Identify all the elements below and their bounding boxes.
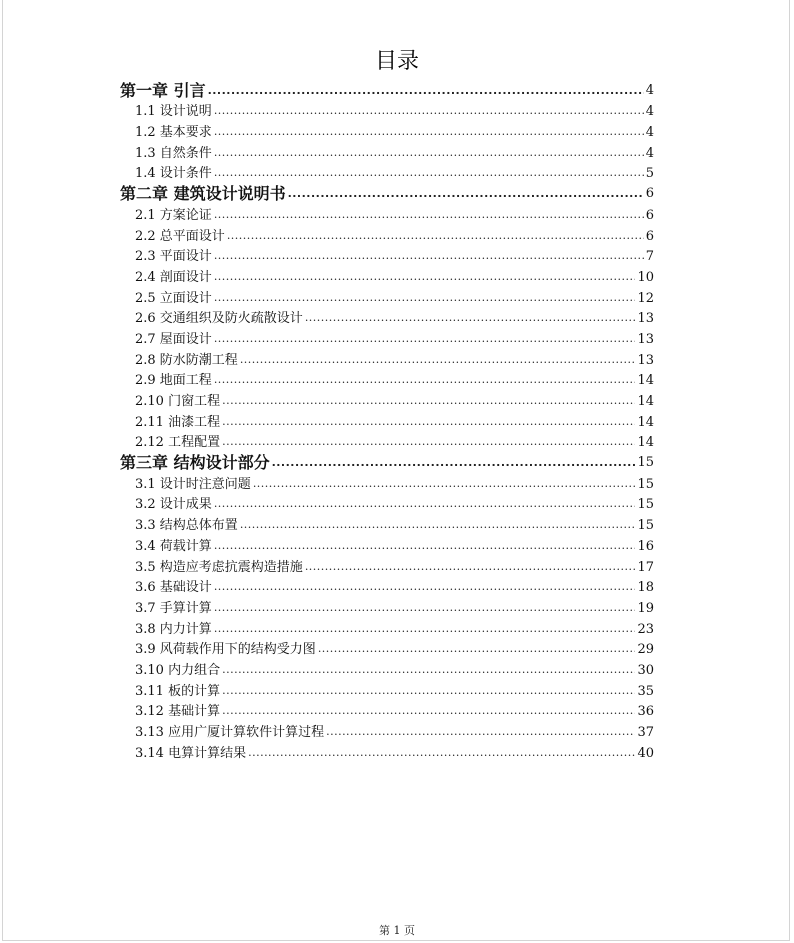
toc-dot-leader — [214, 622, 636, 639]
toc-entry-page-number: 37 — [637, 725, 654, 740]
toc-entry-page-number: 14 — [637, 373, 654, 389]
toc-entry-page-number: 4 — [645, 125, 654, 141]
toc-dot-leader — [227, 229, 644, 246]
toc-entry-label: 第二章 建筑设计说明书 — [120, 184, 286, 204]
toc-entry-label: 3.8 内力计算 — [135, 621, 212, 637]
toc-section-entry[interactable] — [120, 390, 654, 411]
toc-section-entry[interactable] — [120, 246, 654, 267]
toc-entry-label: 3.9 风荷载作用下的结构受力图 — [135, 642, 316, 658]
toc-chapter-entry[interactable] — [120, 80, 654, 101]
toc-dot-leader — [214, 539, 636, 556]
toc-dot-leader — [240, 518, 636, 535]
toc-entry-page-number: 6 — [645, 186, 654, 202]
toc-entry-page-number: 4 — [645, 82, 654, 98]
toc-entry-page-number: 15 — [637, 497, 654, 513]
toc-section-entry[interactable] — [120, 618, 654, 639]
toc-entry-label: 3.4 荷载计算 — [135, 538, 212, 554]
toc-dot-leader — [222, 435, 635, 452]
toc-entry-page-number: 15 — [637, 455, 654, 471]
toc-chapter-entry[interactable] — [120, 452, 654, 473]
toc-entry-label: 2.2 总平面设计 — [135, 228, 225, 244]
toc-section-entry[interactable] — [120, 411, 654, 432]
toc-entry-page-number: 5 — [645, 166, 654, 182]
toc-chapter-entry[interactable] — [120, 183, 654, 204]
toc-section-entry[interactable] — [120, 639, 654, 660]
toc-section-entry[interactable] — [120, 225, 654, 246]
toc-entry-label: 3.6 基础设计 — [135, 580, 212, 596]
toc-section-entry[interactable] — [120, 349, 654, 370]
toc-entry-label: 2.12 工程配置 — [135, 435, 221, 451]
toc-entry-label: 3.14 电算计算结果 — [135, 745, 247, 761]
toc-section-entry[interactable] — [120, 680, 654, 701]
toc-entry-page-number: 14 — [637, 435, 654, 451]
toc-section-entry[interactable] — [120, 701, 654, 722]
toc-dot-leader — [288, 187, 644, 204]
toc-section-entry[interactable] — [120, 494, 654, 515]
toc-dot-leader — [214, 373, 636, 390]
toc-section-entry[interactable] — [120, 328, 654, 349]
toc-section-entry[interactable] — [120, 597, 654, 618]
toc-entry-label: 2.10 门窗工程 — [135, 394, 221, 409]
toc-entry-page-number: 15 — [637, 518, 654, 534]
toc-entry-page-number: 13 — [637, 311, 654, 327]
toc-entry-page-number: 36 — [637, 704, 654, 720]
toc-entry-label: 2.3 平面设计 — [135, 249, 212, 265]
toc-section-entry[interactable] — [120, 163, 654, 184]
toc-section-entry[interactable] — [120, 514, 654, 535]
toc-section-entry[interactable] — [120, 370, 654, 391]
toc-entry-label: 3.13 应用广厦计算软件计算过程 — [135, 725, 325, 740]
toc-section-entry[interactable] — [120, 308, 654, 329]
toc-dot-leader — [214, 125, 644, 142]
toc-entry-label: 3.3 结构总体布置 — [135, 518, 238, 534]
toc-entry-page-number: 4 — [645, 104, 654, 120]
toc-dot-leader — [214, 249, 644, 266]
toc-section-entry[interactable] — [120, 473, 654, 494]
toc-entry-page-number: 40 — [637, 745, 654, 761]
toc-entry-page-number: 12 — [637, 290, 654, 306]
toc-entry-label: 第一章 引言 — [120, 80, 206, 100]
toc-dot-leader — [253, 477, 636, 494]
toc-section-entry[interactable] — [120, 142, 654, 163]
toc-section-entry[interactable] — [120, 101, 654, 122]
toc-entry-label: 3.7 手算计算 — [135, 600, 212, 616]
toc-entry-page-number: 15 — [637, 476, 654, 492]
toc-entry-page-number: 6 — [645, 228, 654, 244]
toc-entry-page-number: 14 — [637, 414, 654, 430]
toc-entry-label: 2.8 防水防潮工程 — [135, 352, 238, 368]
toc-entry-page-number: 35 — [637, 683, 654, 699]
toc-dot-leader — [222, 394, 635, 411]
toc-dot-leader — [214, 332, 636, 349]
toc-dot-leader — [208, 84, 644, 101]
toc-dot-leader — [214, 104, 644, 121]
toc-entry-label: 1.3 自然条件 — [135, 145, 212, 161]
toc-dot-leader — [222, 663, 635, 680]
toc-entry-page-number: 30 — [637, 662, 654, 678]
toc-entry-label: 3.5 构造应考虑抗震构造措施 — [135, 559, 303, 575]
toc-entry-label: 2.4 剖面设计 — [135, 269, 212, 285]
toc-entry-label: 1.4 设计条件 — [135, 166, 212, 182]
toc-entry-label: 2.11 油漆工程 — [135, 414, 221, 430]
toc-entry-page-number: 10 — [637, 269, 654, 285]
toc-entry-label: 3.10 内力组合 — [135, 662, 221, 678]
toc-dot-leader — [214, 497, 636, 514]
toc-entry-label: 第三章 结构设计部分 — [120, 453, 270, 473]
toc-entry-page-number: 7 — [645, 249, 654, 265]
toc-entry-page-number: 13 — [637, 331, 654, 347]
toc-entry-label: 2.6 交通组织及防火疏散设计 — [135, 311, 303, 327]
toc-entry-page-number: 6 — [645, 207, 654, 223]
toc-entry-page-number: 4 — [645, 145, 654, 161]
toc-dot-leader — [305, 560, 636, 577]
toc-section-entry[interactable] — [120, 742, 654, 763]
toc-title: 目录 — [374, 49, 419, 74]
toc-entry-label: 3.2 设计成果 — [135, 497, 212, 513]
toc-dot-leader — [240, 353, 636, 370]
toc-entry-page-number: 17 — [637, 559, 654, 575]
toc-dot-leader — [214, 270, 636, 287]
toc-entry-label: 1.1 设计说明 — [135, 104, 212, 120]
toc-section-entry[interactable] — [120, 266, 654, 287]
toc-entry-page-number: 19 — [637, 600, 654, 616]
toc-entry-label: 2.7 屋面设计 — [135, 331, 212, 347]
toc-dot-leader — [214, 580, 636, 597]
toc-dot-leader — [214, 208, 644, 225]
toc-dot-leader — [222, 704, 635, 721]
toc-entry-label: 2.1 方案论证 — [135, 207, 212, 223]
toc-section-entry[interactable] — [120, 432, 654, 453]
toc-dot-leader — [318, 642, 636, 659]
toc-dot-leader — [222, 415, 635, 432]
toc-entry-page-number: 29 — [637, 642, 654, 658]
table-of-contents — [120, 80, 654, 763]
toc-section-entry[interactable] — [120, 204, 654, 225]
toc-section-entry[interactable] — [120, 287, 654, 308]
toc-entry-label: 3.11 板的计算 — [135, 683, 221, 699]
toc-section-entry[interactable] — [120, 535, 654, 556]
toc-entry-page-number: 23 — [637, 621, 654, 637]
toc-dot-leader — [305, 311, 636, 328]
toc-section-entry[interactable] — [120, 721, 654, 742]
toc-dot-leader — [214, 166, 644, 183]
toc-section-entry[interactable] — [120, 577, 654, 598]
toc-dot-leader — [272, 456, 636, 473]
toc-entry-label: 3.1 设计时注意问题 — [135, 476, 251, 492]
toc-entry-label: 2.9 地面工程 — [135, 373, 212, 389]
toc-dot-leader — [248, 746, 635, 763]
toc-dot-leader — [326, 725, 635, 742]
toc-entry-label: 3.12 基础计算 — [135, 704, 221, 720]
toc-section-entry[interactable] — [120, 121, 654, 142]
toc-entry-label: 2.5 立面设计 — [135, 290, 212, 306]
toc-entry-page-number: 16 — [637, 538, 654, 554]
toc-entry-page-number: 18 — [637, 580, 654, 596]
toc-entry-page-number: 14 — [637, 394, 654, 409]
toc-dot-leader — [222, 684, 635, 701]
toc-dot-leader — [214, 146, 644, 163]
page-footer: 第 1 页 — [379, 924, 415, 937]
toc-dot-leader — [214, 601, 636, 618]
toc-entry-page-number: 13 — [637, 352, 654, 368]
toc-entry-label: 1.2 基本要求 — [135, 125, 212, 141]
toc-section-entry[interactable] — [120, 659, 654, 680]
toc-dot-leader — [214, 291, 636, 308]
toc-section-entry[interactable] — [120, 556, 654, 577]
